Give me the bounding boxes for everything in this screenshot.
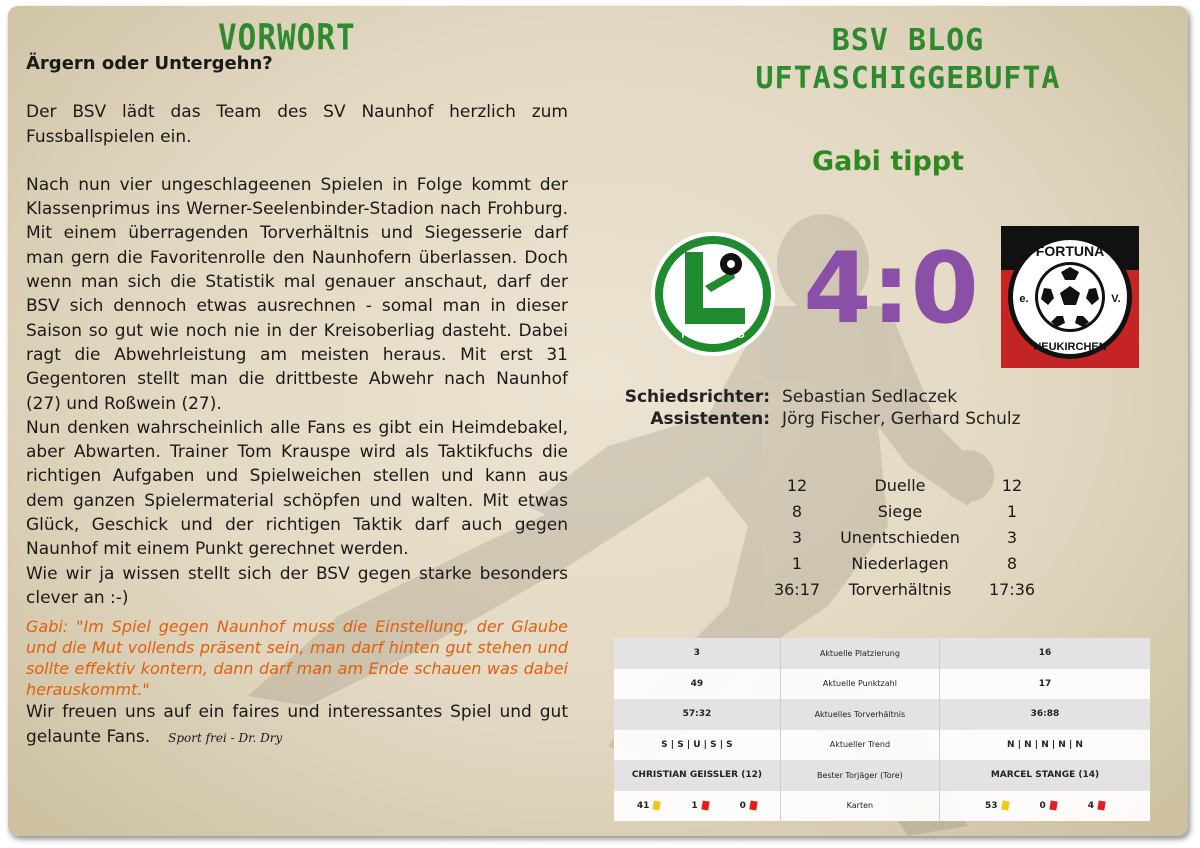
referee-label: Schiedsrichter:: [624, 387, 770, 407]
h2h-label: Niederlagen: [851, 553, 949, 573]
closing-text: Wir freuen uns auf ein faires und interessantes Spiel und gut gelaunte Fans.: [26, 702, 568, 747]
neukirchen-logo-bottom-text: NEUKIRCHEN: [1033, 341, 1107, 353]
h2h-away-value: 12: [1001, 475, 1023, 495]
h2h-home-value: 1: [791, 553, 803, 573]
stats-label-cell: Bester Torjäger (Tore): [780, 760, 939, 791]
article-body: [26, 52, 568, 750]
referee-name: Sebastian Sedlaczek: [782, 387, 958, 407]
h2h-home-value: 12: [786, 475, 808, 495]
h2h-home-value: 3: [791, 527, 803, 547]
stats-label-cell: Aktuelles Torverhältnis: [780, 699, 939, 730]
away-cards-cell: [939, 791, 1150, 822]
stats-label-cell: Aktuelle Platzierung: [780, 638, 939, 669]
home-yellow-red-count: 1: [691, 800, 698, 811]
yellow-card-icon: [653, 801, 661, 811]
h2h-away-value: 8: [1006, 553, 1018, 573]
blog-page: [8, 6, 1188, 836]
h2h-label: Duelle: [874, 475, 926, 495]
fortuna-logo-top-text: FORTUNA: [1035, 243, 1105, 259]
frohburg-logo-text: FROHBURG: [681, 329, 745, 341]
blog-title: [728, 22, 1088, 98]
author-signature: Sport frei - Dr. Dry: [168, 730, 283, 745]
home-red-count: 0: [739, 800, 746, 811]
table-row: [614, 760, 1150, 791]
article-paragraph: Nach nun vier ungeschlageenen Spielen in Folge kommt der Klassenprimus ins Werner-Seelenbinder-Stadion nach Frohburg. Mit einem überragenden Torverhältnis und Siegesserie darf man gern die Favoritenrolle den Naunhofern überlassen. Doch wenn man sich die Statistik mal genauer anschaut, darf der BSV sich dennoch etwas ausrechnen - somal man in dieser Saison so gut wie noch nie in der Kreisoberliag dasteht. Dabei ragt die Abwehrleistung am meisten heraus. Mit erst 31 Gegentoren stellt man die drittbeste Abwehr nach Naunhof (27) und Roßwein (27).: [26, 174, 568, 414]
h2h-away-value: 3: [1006, 527, 1018, 547]
home-yellow-count: 41: [636, 800, 650, 811]
h2h-away-value: 17:36: [988, 579, 1036, 599]
h2h-row-draws: [766, 524, 1052, 550]
stats-label-cell: Aktuelle Punktzahl: [780, 669, 939, 700]
assistants-names: Jörg Fischer, Gerhard Schulz: [782, 409, 1021, 429]
table-row: [614, 730, 1150, 761]
table-row: [614, 669, 1150, 700]
frohburg-club-logo: [649, 230, 777, 358]
yellow-red-card-icon: [701, 801, 709, 811]
h2h-row-duels: [766, 472, 1052, 498]
season-stats-table: [614, 638, 1150, 821]
tipp-title: Gabi tippt: [811, 146, 965, 177]
h2h-label: Siege: [877, 501, 923, 521]
away-cards: [985, 801, 1105, 811]
logo-e-text: e.: [1019, 293, 1029, 305]
stats-home-cell: 49: [614, 669, 780, 700]
h2h-away-value: 1: [1006, 501, 1018, 521]
stats-home-cell: 3: [614, 638, 780, 669]
stats-away-cell: 36:88: [939, 699, 1150, 730]
stats-away-cell: 17: [1038, 678, 1052, 689]
h2h-row-wins: [766, 498, 1052, 524]
article-paragraph: Nun denken wahrscheinlich alle Fans es gibt ein Heimdebakel, aber Abwarten. Trainer Tom Krauspe wird als Taktikfuchs die richtigen Aufgaben und Spielweichen stellen und kann aus dem ganzen Spielermaterial schöpfen und walten. Mit etwas Glück, Geschick und der richtigen Taktik darf auch gegen Naunhof mit einem Punkt gerechnet werden.: [26, 417, 568, 560]
assistants-label: Assistenten:: [650, 409, 770, 429]
yellow-red-card-icon: [1049, 801, 1057, 811]
table-row: [614, 638, 1150, 669]
closing-paragraph: [26, 700, 568, 750]
fortuna-neukirchen-club-logo: [1001, 226, 1139, 368]
stats-label-cell: Karten: [780, 791, 939, 822]
away-red-count: 4: [1087, 800, 1094, 811]
table-row-cards: [614, 791, 1150, 822]
predicted-score: 4:0: [803, 232, 979, 346]
yellow-card-icon: [1001, 801, 1009, 811]
assistants-row: [608, 408, 1021, 430]
gabi-quote: Gabi: "Im Spiel gegen Naunhof muss die Einstellung, der Glaube und die Mut vollends präsent sein, man darf hinten gut stehen und sollte effektiv kontern, dann darf man am Ende schauen was dabei herauskommt.": [26, 617, 568, 700]
article-paragraph: Wie wir ja wissen stellt sich der BSV gegen starke besonders clever an :-): [26, 563, 568, 608]
h2h-home-value: 8: [791, 501, 803, 521]
away-yellow-red-count: 0: [1039, 800, 1046, 811]
home-cards: [637, 801, 757, 811]
stats-home-cell: S | S | U | S | S: [614, 730, 780, 761]
blog-title-line-2: UFTASCHIGGEBUFTA: [755, 61, 1061, 96]
section-title-vorwort: VORWORT: [218, 17, 356, 59]
red-card-icon: [1097, 801, 1105, 811]
stats-home-cell: CHRISTIAN GEISSLER (12): [614, 760, 780, 791]
red-card-icon: [749, 801, 757, 811]
match-officials: [608, 386, 1021, 430]
h2h-label: Unentschieden: [840, 527, 960, 547]
logo-v-text: V.: [1111, 293, 1121, 305]
h2h-label: Torverhältnis: [848, 579, 952, 599]
stats-away-cell: N | N | N | N | N: [1007, 739, 1083, 750]
stats-label-cell: Aktueller Trend: [780, 730, 939, 761]
h2h-row-goal-ratio: [766, 576, 1052, 602]
h2h-home-value: 36:17: [773, 579, 821, 599]
referee-row: [608, 386, 1021, 408]
head-to-head-stats: [766, 472, 1052, 602]
article-heading: Ärgern oder Untergehn?: [26, 53, 273, 74]
stats-away-cell: MARCEL STANGE (14): [939, 760, 1150, 791]
h2h-row-losses: [766, 550, 1052, 576]
blog-title-line-1: BSV BLOG: [831, 23, 985, 58]
stats-away-cell: 16: [939, 638, 1150, 669]
article-paragraph: Der BSV lädt das Team des SV Naunhof herzlich zum Fussballspielen ein.: [26, 102, 568, 147]
away-yellow-count: 53: [984, 800, 998, 811]
home-cards-cell: [614, 791, 780, 822]
table-row: [614, 699, 1150, 730]
stats-home-cell: 57:32: [614, 699, 780, 730]
